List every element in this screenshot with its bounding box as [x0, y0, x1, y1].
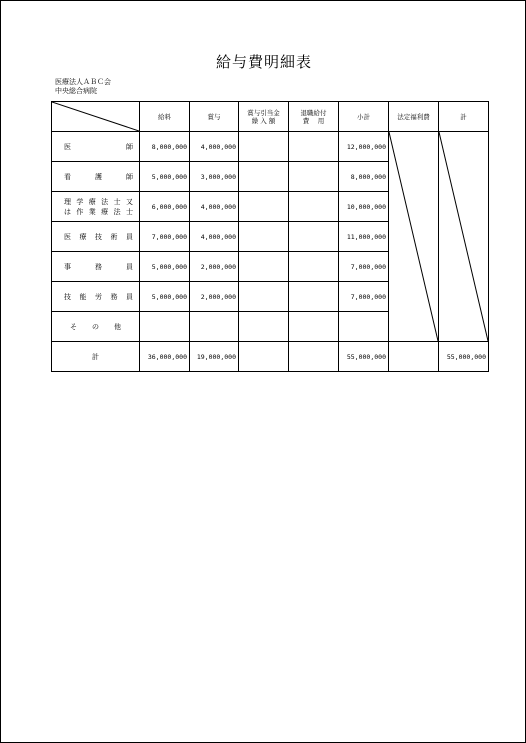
- cell-bonus-reserve: [239, 132, 289, 162]
- label-char: 術: [110, 232, 118, 241]
- row-label: [52, 132, 140, 162]
- header-retirement-line2: 費 用: [302, 116, 325, 125]
- label-char: そ: [70, 322, 77, 331]
- label-char: 法: [113, 207, 121, 216]
- header-row: [52, 102, 489, 132]
- row-label: [52, 252, 140, 282]
- row-label: [52, 312, 140, 342]
- cell-bonus-reserve: [239, 312, 289, 342]
- label-char: 師: [126, 142, 133, 151]
- organization-name: [55, 78, 111, 96]
- cell-total-merged: [439, 132, 489, 342]
- cell-subtotal: 7,000,000: [339, 252, 389, 282]
- cell-retirement: [289, 222, 339, 252]
- cell-retirement: [289, 132, 339, 162]
- cell-bonus: [190, 312, 239, 342]
- cell-subtotal: 8,000,000: [339, 162, 389, 192]
- label-char: 護: [95, 172, 102, 181]
- row-label: [52, 222, 140, 252]
- header-bonus-reserve: [239, 102, 289, 132]
- cell-subtotal: 7,000,000: [339, 282, 389, 312]
- label-char: 学: [76, 197, 84, 206]
- label-char: 士: [125, 207, 133, 216]
- cell-salary: 5,000,000: [140, 252, 190, 282]
- totals-row: [52, 342, 489, 372]
- cell-bonus-reserve: [239, 192, 289, 222]
- cell-subtotal: [339, 312, 389, 342]
- label-char: 師: [126, 172, 133, 181]
- table-row: [52, 132, 489, 162]
- cell-subtotal: 11,000,000: [339, 222, 389, 252]
- total-welfare: [389, 342, 439, 372]
- label-char: 能: [79, 292, 87, 301]
- label-char: 士: [113, 197, 121, 206]
- header-welfare: 法定福利費: [389, 102, 439, 132]
- row-label: [52, 282, 140, 312]
- cell-bonus-reserve: [239, 252, 289, 282]
- org-line-1: 医療法人ＡＢＣ会: [55, 78, 111, 86]
- cell-salary: 6,000,000: [140, 192, 190, 222]
- cell-bonus: 4,000,000: [190, 132, 239, 162]
- label-char: 法: [101, 197, 109, 206]
- label-char: 又: [125, 197, 133, 206]
- header-retirement: [289, 102, 339, 132]
- total-diagonal-line: [439, 132, 488, 341]
- welfare-diagonal-line: [389, 132, 438, 341]
- cell-bonus: 2,000,000: [190, 282, 239, 312]
- cell-subtotal: 12,000,000: [339, 132, 389, 162]
- cell-bonus: 4,000,000: [190, 192, 239, 222]
- label-char: 技: [95, 232, 102, 241]
- label-char: 技: [64, 292, 71, 301]
- cell-retirement: [289, 312, 339, 342]
- label-char: 療: [88, 197, 96, 206]
- total-retirement: [289, 342, 339, 372]
- label-char: 療: [101, 207, 109, 216]
- header-bonus: 賞与: [190, 102, 239, 132]
- total-bonus-reserve: [239, 342, 289, 372]
- totals-label: 計: [52, 342, 140, 372]
- cell-bonus-reserve: [239, 282, 289, 312]
- row-label: [52, 162, 140, 192]
- label-char: 理: [64, 197, 71, 206]
- label-char: 業: [88, 207, 96, 216]
- cell-bonus: 2,000,000: [190, 252, 239, 282]
- label-char: は: [64, 207, 71, 216]
- cell-salary: 7,000,000: [140, 222, 190, 252]
- label-char: 医: [64, 142, 71, 151]
- header-corner-cell: [52, 102, 140, 132]
- total-bonus: 19,000,000: [190, 342, 239, 372]
- label-char: 員: [126, 292, 133, 301]
- header-bonus-reserve-line1: 賞与引当金: [247, 108, 280, 117]
- total-grand: 55,000,000: [439, 342, 489, 372]
- cell-salary: 5,000,000: [140, 282, 190, 312]
- cell-retirement: [289, 282, 339, 312]
- salary-detail-table: [51, 101, 489, 372]
- label-char: 療: [79, 232, 87, 241]
- row-label: [52, 192, 140, 222]
- cell-retirement: [289, 252, 339, 282]
- label-char: 員: [126, 262, 133, 271]
- cell-retirement: [289, 192, 339, 222]
- total-subtotal: 55,000,000: [339, 342, 389, 372]
- label-char: の: [92, 322, 99, 331]
- cell-bonus: 3,000,000: [190, 162, 239, 192]
- cell-retirement: [289, 162, 339, 192]
- label-char: 務: [110, 292, 118, 301]
- label-char: 務: [95, 262, 102, 271]
- cell-salary: 5,000,000: [140, 162, 190, 192]
- label-char: 事: [64, 262, 71, 271]
- org-line-2: 中央総合病院: [55, 87, 97, 95]
- header-salary: 給料: [140, 102, 190, 132]
- corner-diagonal-line: [52, 102, 139, 131]
- cell-salary: 8,000,000: [140, 132, 190, 162]
- cell-bonus: 4,000,000: [190, 222, 239, 252]
- header-retirement-line1: 退職給付: [300, 108, 327, 117]
- label-char: 労: [95, 292, 102, 301]
- label-char: 看: [64, 172, 71, 181]
- header-subtotal: 小計: [339, 102, 389, 132]
- cell-salary: [140, 312, 190, 342]
- label-char: 員: [126, 232, 133, 241]
- label-char: 他: [114, 322, 121, 331]
- cell-subtotal: 10,000,000: [339, 192, 389, 222]
- header-total: 計: [439, 102, 489, 132]
- label-char: 医: [64, 232, 71, 241]
- cell-welfare-merged: [389, 132, 439, 342]
- cell-bonus-reserve: [239, 162, 289, 192]
- header-bonus-reserve-line2: 繰 入 額: [251, 116, 276, 125]
- cell-bonus-reserve: [239, 222, 289, 252]
- label-char: 作: [76, 207, 84, 216]
- total-salary: 36,000,000: [140, 342, 190, 372]
- page-title: 給与費明細表: [215, 53, 312, 71]
